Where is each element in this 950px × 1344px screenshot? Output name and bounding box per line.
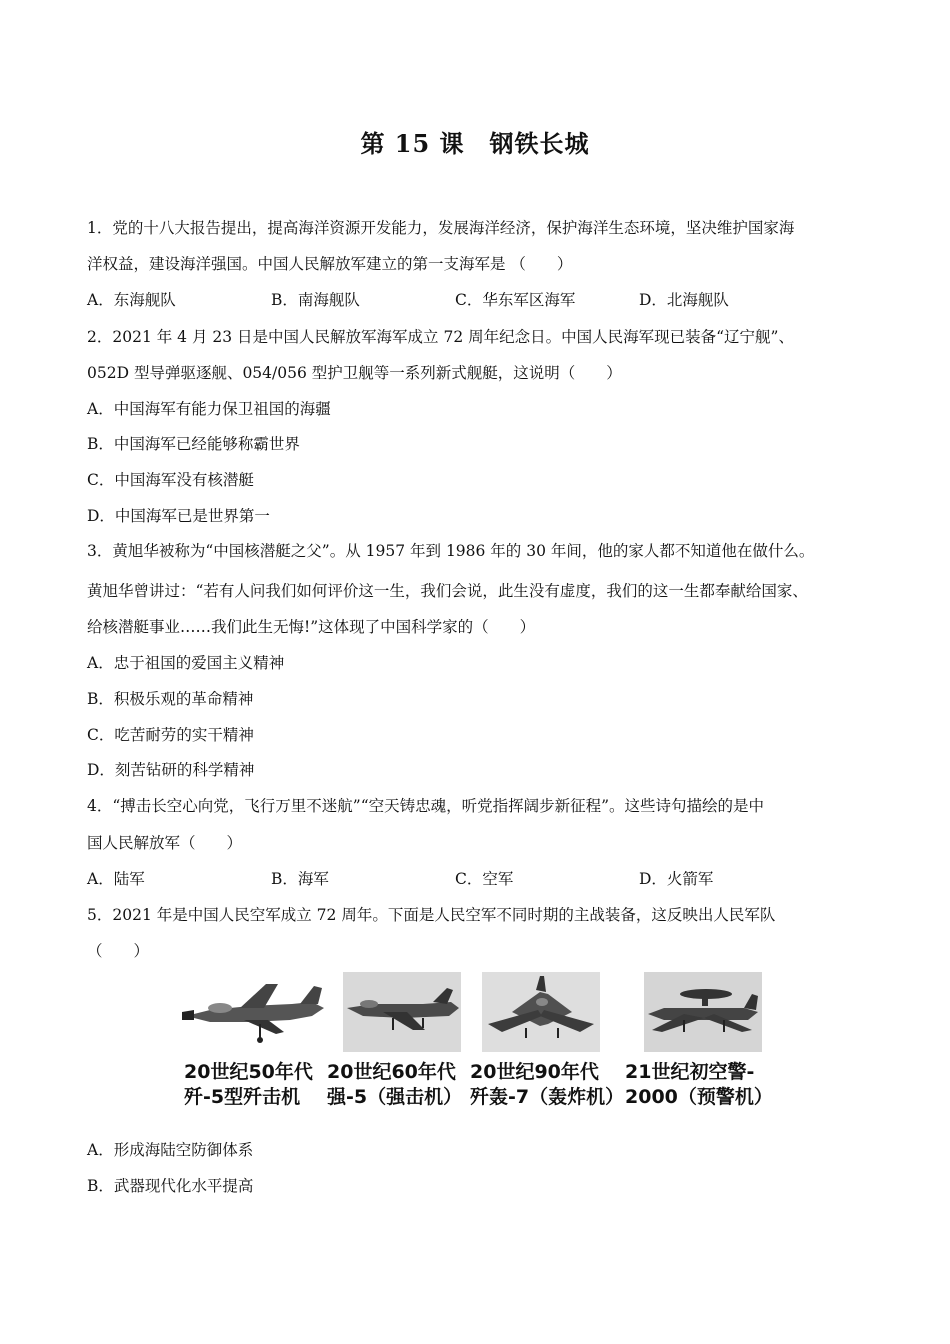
- question-5-option-a[interactable]: A．形成海陆空防御体系: [87, 1141, 254, 1159]
- question-1-line-2: 洋权益，建设海洋强国。中国人民解放军建立的第一支海军是 （ ）: [87, 255, 573, 273]
- aircraft-photo-j5: [180, 972, 328, 1052]
- caption-j5-line-1: 20世纪50年代: [184, 1061, 313, 1083]
- question-2-option-b[interactable]: B．中国海军已经能够称霸世界: [87, 435, 300, 453]
- caption-jh7-line-2: 歼轰-7（轰炸机）: [470, 1086, 625, 1108]
- question-2-line-1: 2．2021 年 4 月 23 日是中国人民解放军海军成立 72 周年纪念日。中国人民海军现已装备“辽宁舰”、: [87, 328, 794, 346]
- caption-j5: [184, 1060, 313, 1110]
- bomber-jet-icon: [482, 972, 600, 1052]
- aircraft-figure: [180, 972, 773, 1112]
- fighter-jet-icon: [180, 972, 328, 1052]
- question-4-option-d[interactable]: D．火箭军: [639, 870, 714, 888]
- caption-kj2000: [625, 1060, 773, 1110]
- question-4-line-2: 国人民解放军（ ）: [87, 834, 243, 852]
- caption-j5-line-2: 歼-5型歼击机: [184, 1086, 301, 1108]
- question-4-option-c[interactable]: C．空军: [455, 870, 514, 888]
- question-2-option-d[interactable]: D．中国海军已是世界第一: [87, 507, 270, 525]
- question-1-option-d[interactable]: D．北海舰队: [639, 291, 729, 309]
- caption-kj2000-line-1: 21世纪初空警-: [625, 1061, 755, 1083]
- question-3-option-c[interactable]: C．吃苦耐劳的实干精神: [87, 726, 254, 744]
- question-3-line-2: 黄旭华曾讲过：“若有人问我们如何评价这一生，我们会说，此生没有虚度，我们的这一生都奉献给国家、: [87, 582, 808, 600]
- attack-jet-icon: [343, 972, 461, 1052]
- aew-aircraft-icon: [644, 972, 762, 1052]
- caption-q5: [327, 1060, 462, 1110]
- aircraft-photo-jh7: [482, 972, 600, 1052]
- question-2-line-2: 052D 型导弹驱逐舰、054/056 型护卫舰等一系列新式舰艇，这说明（ ）: [87, 364, 622, 382]
- question-4-option-a[interactable]: A．陆军: [87, 870, 145, 888]
- caption-jh7-line-1: 20世纪90年代: [470, 1061, 599, 1083]
- question-4-option-b[interactable]: B．海军: [271, 870, 329, 888]
- caption-q5-line-1: 20世纪60年代: [327, 1061, 456, 1083]
- aircraft-photo-q5: [343, 972, 461, 1052]
- question-1-option-a[interactable]: A．东海舰队: [87, 291, 176, 309]
- caption-jh7: [470, 1060, 624, 1110]
- aircraft-photo-kj2000: [644, 972, 762, 1052]
- caption-q5-line-2: 强-5（强击机）: [327, 1086, 463, 1108]
- question-5-line-2: （ ）: [87, 942, 150, 960]
- question-5-option-b[interactable]: B．武器现代化水平提高: [87, 1177, 254, 1195]
- question-3-line-1: 3．黄旭华被称为“中国核潜艇之父”。从 1957 年到 1986 年的 30 年间，他的家人都不知道他在做什么。: [87, 542, 815, 560]
- question-1-option-b[interactable]: B．南海舰队: [271, 291, 360, 309]
- question-2-option-a[interactable]: A．中国海军有能力保卫祖国的海疆: [87, 400, 331, 418]
- question-4-line-1: 4．“搏击长空心向党，飞行万里不迷航”“空天铸忠魂，听党指挥阔步新征程”。这些诗句描绘的是中: [87, 797, 765, 815]
- question-5-line-1: 5．2021 年是中国人民空军成立 72 周年。下面是人民空军不同时期的主战装备，这反映出人民军队: [87, 906, 776, 924]
- question-3-line-3: 给核潜艇事业……我们此生无悔!”这体现了中国科学家的（ ）: [87, 618, 536, 636]
- question-2-option-c[interactable]: C．中国海军没有核潜艇: [87, 471, 254, 489]
- page-title: 第 15 课 钢铁长城: [360, 129, 590, 158]
- question-3-option-b[interactable]: B．积极乐观的革命精神: [87, 690, 254, 708]
- caption-kj2000-line-2: 2000（预警机）: [625, 1086, 773, 1108]
- question-1-line-1: 1．党的十八大报告提出，提高海洋资源开发能力，发展海洋经济，保护海洋生态环境，坚决维护国家海: [87, 219, 795, 237]
- question-3-option-d[interactable]: D．刻苦钻研的科学精神: [87, 761, 255, 779]
- question-3-option-a[interactable]: A．忠于祖国的爱国主义精神: [87, 654, 285, 672]
- question-1-option-c[interactable]: C．华东军区海军: [455, 291, 576, 309]
